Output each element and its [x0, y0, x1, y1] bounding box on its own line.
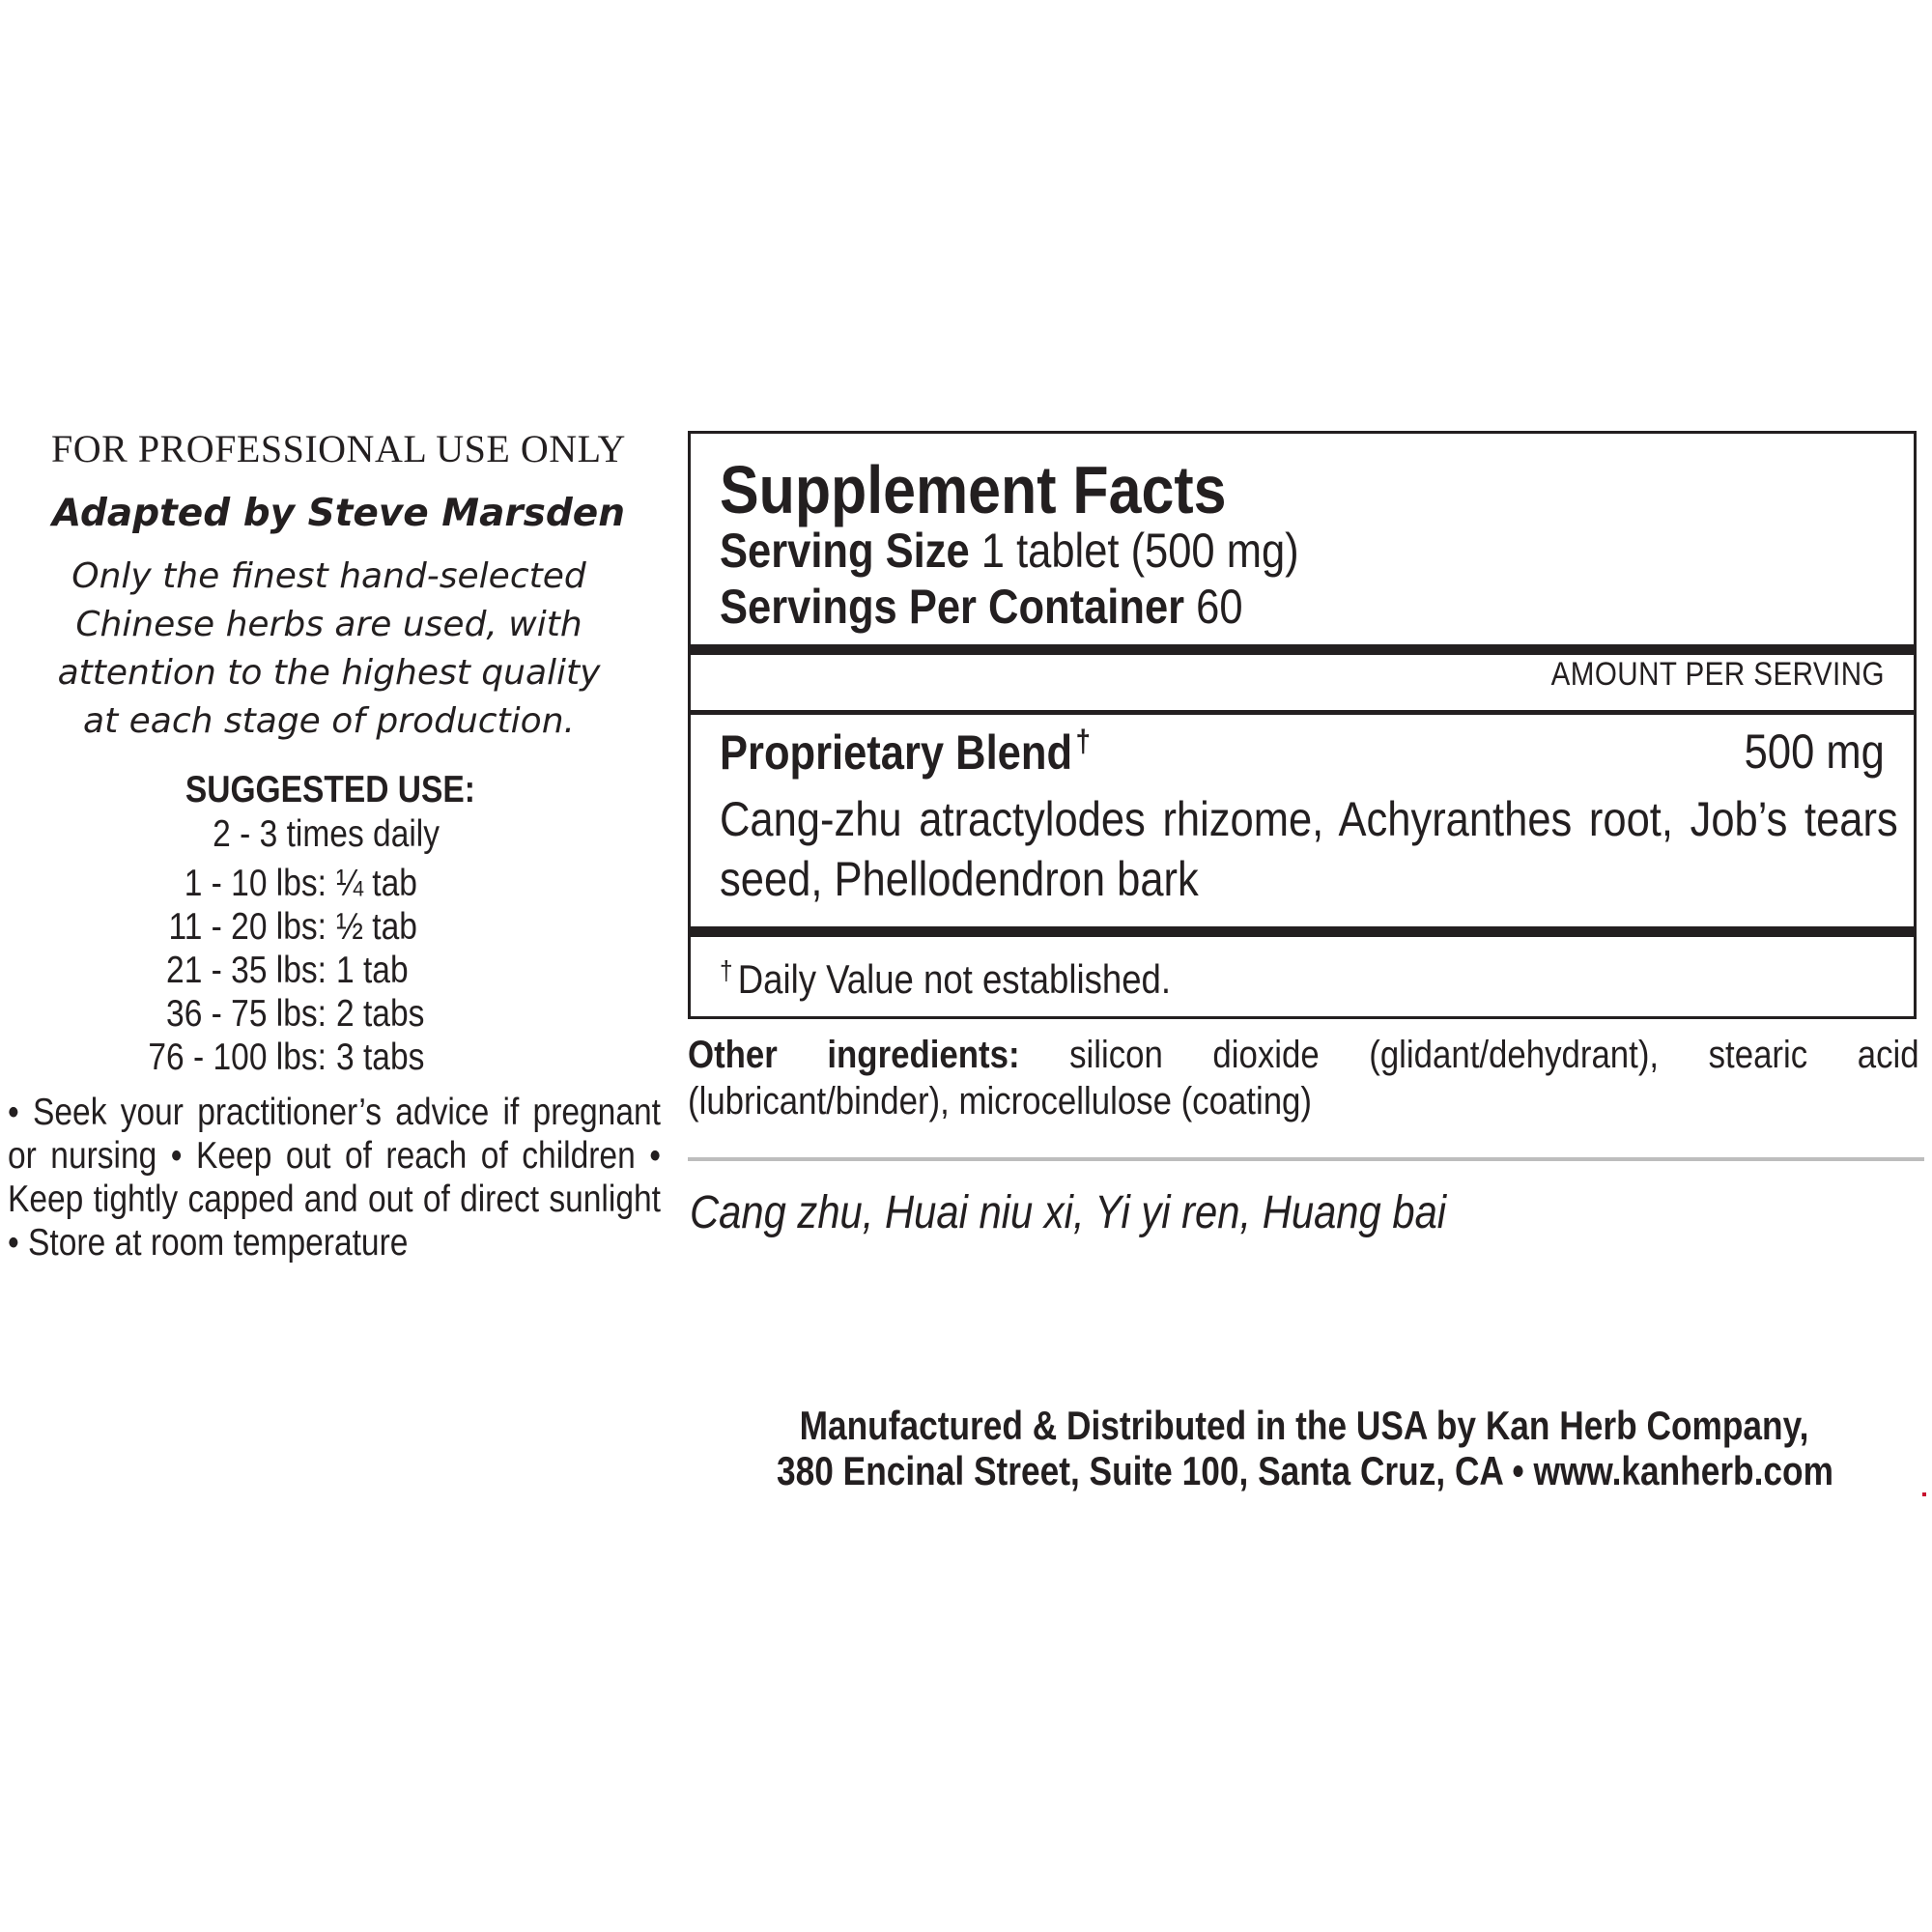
servings-per-container-label: Servings Per Container [720, 580, 1185, 634]
other-ingredients-label: Other ingredients: [688, 1034, 1020, 1076]
professional-use-notice: FOR PROFESSIONAL USE ONLY [51, 427, 626, 470]
dosage-row [8, 905, 669, 949]
supplement-facts-panel [688, 431, 1917, 1019]
adapted-by: Adapted by Steve Marsden [52, 492, 625, 535]
manufacturer-line: Manufactured & Distributed in the USA by Kan Herb Company, [799, 1403, 1809, 1448]
quality-statement [8, 553, 669, 746]
proprietary-blend-amount: 500 mg [1744, 724, 1885, 779]
dosage-amount: ½ tab [336, 906, 417, 948]
dosage-weight: 36 - 75 lbs: [166, 993, 327, 1035]
dosage-row [8, 1036, 669, 1079]
dosage-row [8, 862, 669, 905]
dosage-row [8, 949, 669, 992]
serving-size-label: Serving Size [720, 524, 970, 578]
quality-line: at each stage of production. [83, 701, 575, 741]
dosage-amount: 1 tab [336, 950, 409, 991]
amount-per-serving-header: AMOUNT PER SERVING [1550, 656, 1885, 693]
thin-divider [691, 710, 1914, 715]
dosage-weight: 11 - 20 lbs: [168, 906, 327, 948]
dosage-amount: 2 tabs [336, 993, 425, 1035]
dosage-amount: 3 tabs [336, 1037, 425, 1078]
dosage-weight: 1 - 10 lbs: [184, 863, 327, 904]
other-ingredients [688, 1032, 1919, 1124]
dagger-mark: † [720, 955, 733, 985]
thick-divider [691, 644, 1914, 655]
dosage-weight: 21 - 35 lbs: [166, 950, 327, 991]
dosage-table [8, 862, 669, 1079]
thick-divider [691, 926, 1914, 937]
dagger-mark: † [1075, 724, 1091, 758]
warnings: • Seek your practitioner’s advice if pregnant or nursing • Keep out of reach of children • Keep tightly capped and out of direct sunlight • Store at room temperature [8, 1092, 661, 1264]
other-ingredients-text: silicon dioxide (glidant/dehydrant), stearic acid (lubricant/binder), microcellulose (coating) [688, 1034, 1919, 1122]
left-column [8, 425, 669, 1264]
red-mark [1922, 1492, 1926, 1496]
manufacturer-line: 380 Encinal Street, Suite 100, Santa Cruz, CA • www.kanherb.com [777, 1448, 1833, 1493]
manufacturer-info [676, 1403, 1932, 1493]
servings-per-container-value: 60 [1196, 580, 1243, 634]
proprietary-blend-name [720, 724, 1091, 781]
blend-ingredients: Cang-zhu atractylodes rhizome, Achyranthes root, Job’s tears seed, Phellodendron bark [720, 792, 1898, 906]
quality-line: attention to the highest quality [57, 653, 601, 693]
daily-value-text: Daily Value not established. [737, 956, 1171, 1002]
servings-per-container [720, 579, 1243, 635]
blend-name-text: Proprietary Blend [720, 725, 1073, 780]
quality-line: Only the finest hand-selected [71, 556, 586, 596]
dosage-amount: ¼ tab [336, 863, 417, 904]
supplement-facts-title: Supplement Facts [720, 452, 1227, 527]
serving-size-value: 1 tablet (500 mg) [980, 524, 1299, 578]
pinyin-names: Cang zhu, Huai niu xi, Yi yi ren, Huang bai [690, 1187, 1447, 1238]
quality-line: Chinese herbs are used, with [75, 605, 582, 644]
suggested-use-frequency: 2 - 3 times daily [213, 813, 440, 855]
daily-value-note [720, 955, 1171, 1003]
dosage-row [8, 992, 669, 1036]
section-divider [688, 1157, 1924, 1161]
dosage-weight: 76 - 100 lbs: [148, 1037, 327, 1078]
suggested-use-heading: SUGGESTED USE: [185, 769, 475, 810]
serving-size [720, 523, 1299, 579]
